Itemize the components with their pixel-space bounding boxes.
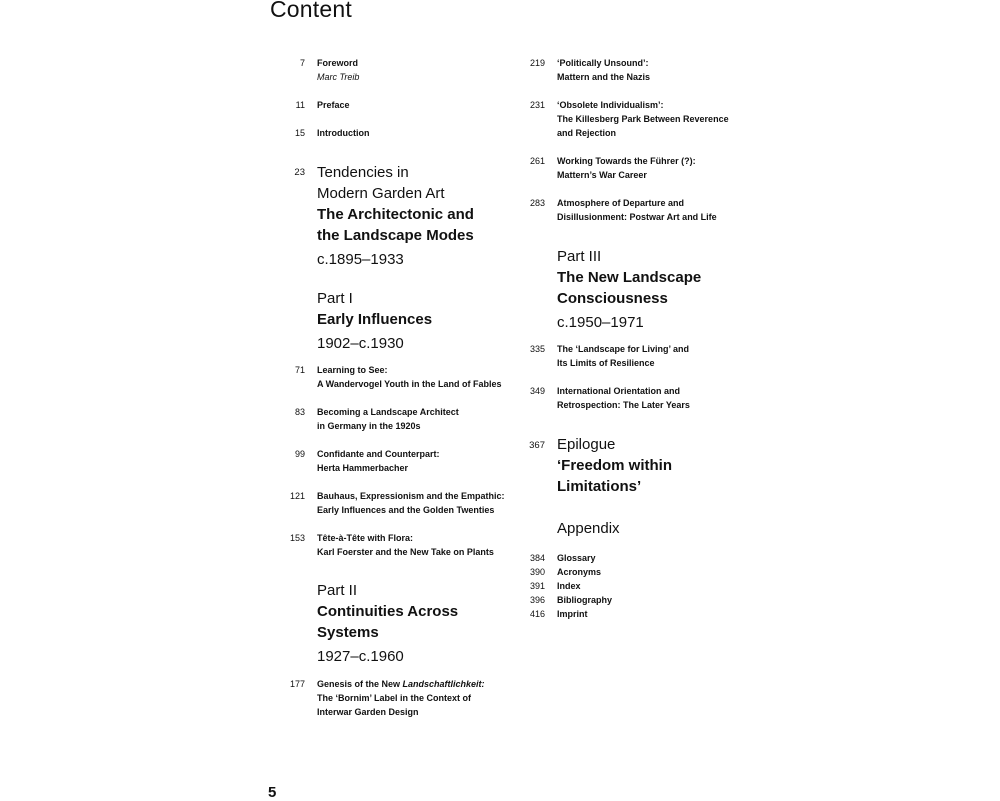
toc-entry-line: International Orientation and <box>557 386 681 396</box>
appendix-item[interactable] <box>529 593 613 607</box>
part-dates: 1902–c.1930 <box>317 335 404 352</box>
toc-entry-line: Confidante and Counterpart: <box>317 449 440 459</box>
part-title-line: The New Landscape <box>557 269 702 286</box>
toc-page-number: 83 <box>294 407 305 417</box>
part-title-line: Systems <box>317 624 379 641</box>
toc-entry-title: Foreword <box>317 58 359 68</box>
section-title-line: The Architectonic and <box>317 206 474 223</box>
part-two-heading[interactable] <box>317 580 458 667</box>
toc-page-number: 390 <box>529 567 545 577</box>
part-title-line: Early Influences <box>317 311 433 328</box>
toc-entry-line: Learning to See: <box>317 365 388 375</box>
section-page-number: 23 <box>294 167 305 178</box>
toc-entry-line: A Wandervogel Youth in the Land of Fables <box>317 379 502 389</box>
toc-page-number: 391 <box>529 581 545 591</box>
toc-entry-line: Mattern and the Nazis <box>557 72 651 82</box>
toc-entry-title: Preface <box>317 100 350 110</box>
toc-page-number: 396 <box>529 595 545 605</box>
toc-page-number: 219 <box>529 58 545 68</box>
appendix-item-title: Index <box>557 581 581 591</box>
toc-entry-line: Early Influences and the Golden Twenties <box>317 505 495 515</box>
part-label: Part III <box>557 248 602 265</box>
section-title-line: Tendencies in <box>317 164 409 181</box>
toc-page-number: 384 <box>529 553 545 563</box>
toc-page-number: 416 <box>529 609 545 619</box>
toc-page-number: 121 <box>289 491 305 501</box>
toc-page-number: 283 <box>529 198 545 208</box>
appendix-item-title: Imprint <box>557 609 588 619</box>
part-dates: c.1950–1971 <box>557 314 644 331</box>
part-one-heading[interactable] <box>317 288 432 354</box>
part-title-line: Consciousness <box>557 290 668 307</box>
epilogue-title-line: Limitations’ <box>557 478 642 495</box>
page-folio-number: 5 <box>268 784 277 801</box>
toc-entry-line: Working Towards the Führer (?): <box>557 156 696 166</box>
toc-entry-line: The Killesberg Park Between Reverence <box>557 114 729 124</box>
toc-entry-line: The ‘Landscape for Living’ and <box>557 344 690 354</box>
toc-entry-line: Herta Hammerbacher <box>317 463 409 473</box>
part-three-heading[interactable] <box>557 246 701 333</box>
toc-page-number: 153 <box>289 533 305 543</box>
page-title: Content <box>270 0 352 22</box>
toc-entry-title: Introduction <box>317 128 370 138</box>
toc-entry-line: Becoming a Landscape Architect <box>317 407 459 417</box>
toc-entry-line: The ‘Bornim’ Label in the Context of <box>317 693 472 703</box>
epilogue-label: Epilogue <box>557 436 616 453</box>
epilogue-heading[interactable] <box>557 434 672 497</box>
appendix-label: Appendix <box>557 520 620 537</box>
appendix-item[interactable] <box>529 565 602 579</box>
toc-page-number: 15 <box>294 128 305 138</box>
part-dates: 1927–c.1960 <box>317 648 404 665</box>
toc-entry-line-italic: Landschaftlichkeit: <box>402 679 485 689</box>
section-dates: c.1895–1933 <box>317 251 404 268</box>
toc-page-number: 177 <box>289 679 305 689</box>
toc-entry-line: Mattern’s War Career <box>557 170 647 180</box>
appendix-item-title: Bibliography <box>557 595 613 605</box>
part-label: Part I <box>317 290 353 307</box>
section-title-line: Modern Garden Art <box>317 185 445 202</box>
toc-page-number: 335 <box>529 344 545 354</box>
toc-entry-line: Karl Foerster and the New Take on Plants <box>317 547 494 557</box>
toc-page-number: 11 <box>295 100 305 110</box>
part-label: Part II <box>317 582 358 599</box>
toc-entry-line: Interwar Garden Design <box>317 707 419 717</box>
toc-page-number: 349 <box>529 386 545 396</box>
appendix-item-title: Glossary <box>557 553 596 563</box>
toc-page-number: 231 <box>529 100 545 110</box>
toc-entry-author: Marc Treib <box>317 72 360 82</box>
toc-entry-line: and Rejection <box>557 128 617 138</box>
toc-entry-line: Disillusionment: Postwar Art and Life <box>557 212 717 222</box>
toc-page-number: 7 <box>299 58 305 68</box>
toc-entry-line: Tête-à-Tête with Flora: <box>317 533 414 543</box>
toc-entry-line: Retrospection: The Later Years <box>557 400 690 410</box>
appendix-item[interactable] <box>529 607 588 621</box>
toc-page-number: 261 <box>529 156 545 166</box>
toc-entry-line: Atmosphere of Departure and <box>557 198 685 208</box>
section-intro-heading[interactable] <box>317 162 474 270</box>
epilogue-page-number: 367 <box>529 440 545 451</box>
appendix-item-title: Acronyms <box>557 567 602 577</box>
toc-entry-line: Its Limits of Resilience <box>557 358 655 368</box>
toc-page-number: 99 <box>294 449 305 459</box>
section-title-line: the Landscape Modes <box>317 227 474 244</box>
toc-entry-line: in Germany in the 1920s <box>317 421 421 431</box>
appendix-item[interactable] <box>529 551 596 565</box>
toc-entry-line: ‘Obsolete Individualism’: <box>557 100 664 110</box>
epilogue-title-line: ‘Freedom within <box>557 457 673 474</box>
toc-entry-line-prefix: Genesis of the New <box>317 679 403 689</box>
appendix-item[interactable] <box>529 579 581 593</box>
toc-entry-line: ‘Politically Unsound’: <box>557 58 649 68</box>
appendix-heading[interactable] <box>557 518 620 539</box>
part-title-line: Continuities Across <box>317 603 459 620</box>
toc-page-number: 71 <box>294 365 305 375</box>
toc-entry-line: Bauhaus, Expressionism and the Empathic: <box>317 491 505 501</box>
